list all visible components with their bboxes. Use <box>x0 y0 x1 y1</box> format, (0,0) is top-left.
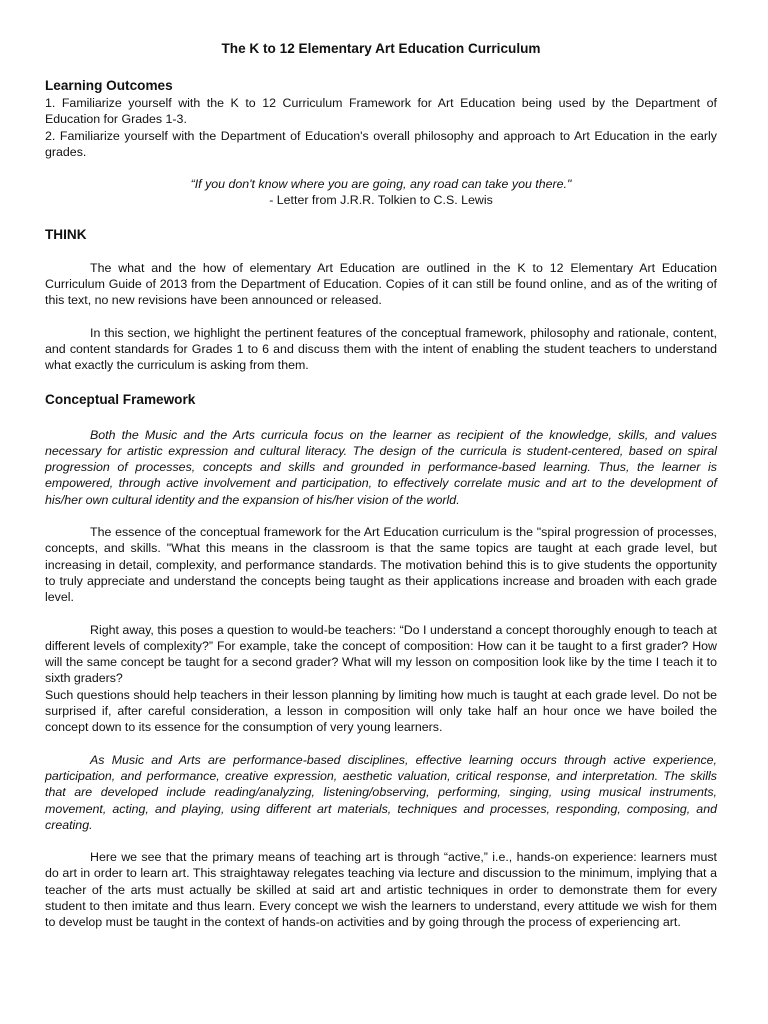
learning-outcome-2: 2. Familiarize yourself with the Department of Education's overall philosophy and approach to Art Education in the early grades. <box>45 128 717 159</box>
epigraph-attribution: - Letter from J.R.R. Tolkien to C.S. Lewis <box>269 193 493 208</box>
framework-essence-paragraph: The essence of the conceptual framework for the Art Education curriculum is the "spiral progression of processes, concepts, and skills. "What this means in the classroom is that the same topics are taught at each grade level, but increasing in detail, complexity, and performance standards. The motivation behind this is to give students the opportunity to truly appreciate and understand the concepts being taught as their applications increase and broaden with each grade level. <box>45 525 717 605</box>
epigraph-quote: “If you don't know where you are going, any road can take you there." <box>190 177 572 192</box>
learning-outcomes-heading: Learning Outcomes <box>45 78 173 93</box>
framework-italic-intro: Both the Music and the Arts curricula focus on the learner as recipient of the knowledge, skills, and values necessary for artistic expression and cultural literacy. The design of the curricula is student-centered, based on spiral progression of processes, concepts and skills and grounded in performance-based learning. Thus, the learner is empowered, through active involvement and participation, to effectively correlate music and art to the development of his/her own cultural identity and the expansion of his/her vision of the world. <box>45 427 717 507</box>
framework-followup-paragraph: Such questions should help teachers in their lesson planning by limiting how much is taught at each grade level. Do not be surprised if, after careful consideration, a lesson in composition will only take half an hour once we have boiled the concept down to its essence for the consumption of very young learners. <box>45 687 717 735</box>
framework-hands-on-paragraph: Here we see that the primary means of teaching art is through “active,” i.e., hands-on experience: learners must do art in order to learn art. This straightaway relegates teaching via lecture and discussion to the minimum, implying that a teacher of the arts must actually be skilled at said art and artistic techniques in order to demonstrate them for every student to then imitate and thus learn. Every concept we wish the learners to understand, every attitude we wish for them to develop must be taught in the context of hands-on activities and by going through the process of experiencing art. <box>45 850 717 930</box>
think-paragraph-1: The what and the how of elementary Art Education are outlined in the K to 12 Elementary Art Education Curriculum Guide of 2013 from the Department of Education. Copies of it can still be found online, and as of the writing of this text, no new revisions have been announced or released. <box>45 260 717 308</box>
framework-question-paragraph: Right away, this poses a question to would-be teachers: “Do I understand a concept thoroughly enough to teach at different levels of complexity?” For example, take the concept of composition: How can it be taught to a first grader? How will the same concept be taught for a second grader? What will my lesson on composition look like by the time I teach it to sixth graders? <box>45 622 717 686</box>
document-title: The K to 12 Elementary Art Education Curriculum <box>221 41 541 56</box>
framework-performance-paragraph: As Music and Arts are performance-based disciplines, effective learning occurs through active experience, participation, and performance, creative expression, aesthetic valuation, critical response, and interpretation. The skills that are developed include reading/analyzing, listening/observing, performing, singing, using musical instruments, movement, acting, and playing, using different art materials, techniques and processes, responding, composing, and creating. <box>45 752 717 832</box>
conceptual-framework-heading: Conceptual Framework <box>45 391 196 407</box>
learning-outcome-1: 1. Familiarize yourself with the K to 12 Curriculum Framework for Art Education being used by the Department of Education for Grades 1-3. <box>45 96 717 127</box>
think-heading: THINK <box>45 226 87 242</box>
document-page <box>45 40 717 931</box>
think-paragraph-2: In this section, we highlight the pertinent features of the conceptual framework, philosophy and rationale, content, and content standards for Grades 1 to 6 and discuss them with the intent of enabling the student teachers to understand what exactly the curriculum is asking from them. <box>45 325 717 373</box>
